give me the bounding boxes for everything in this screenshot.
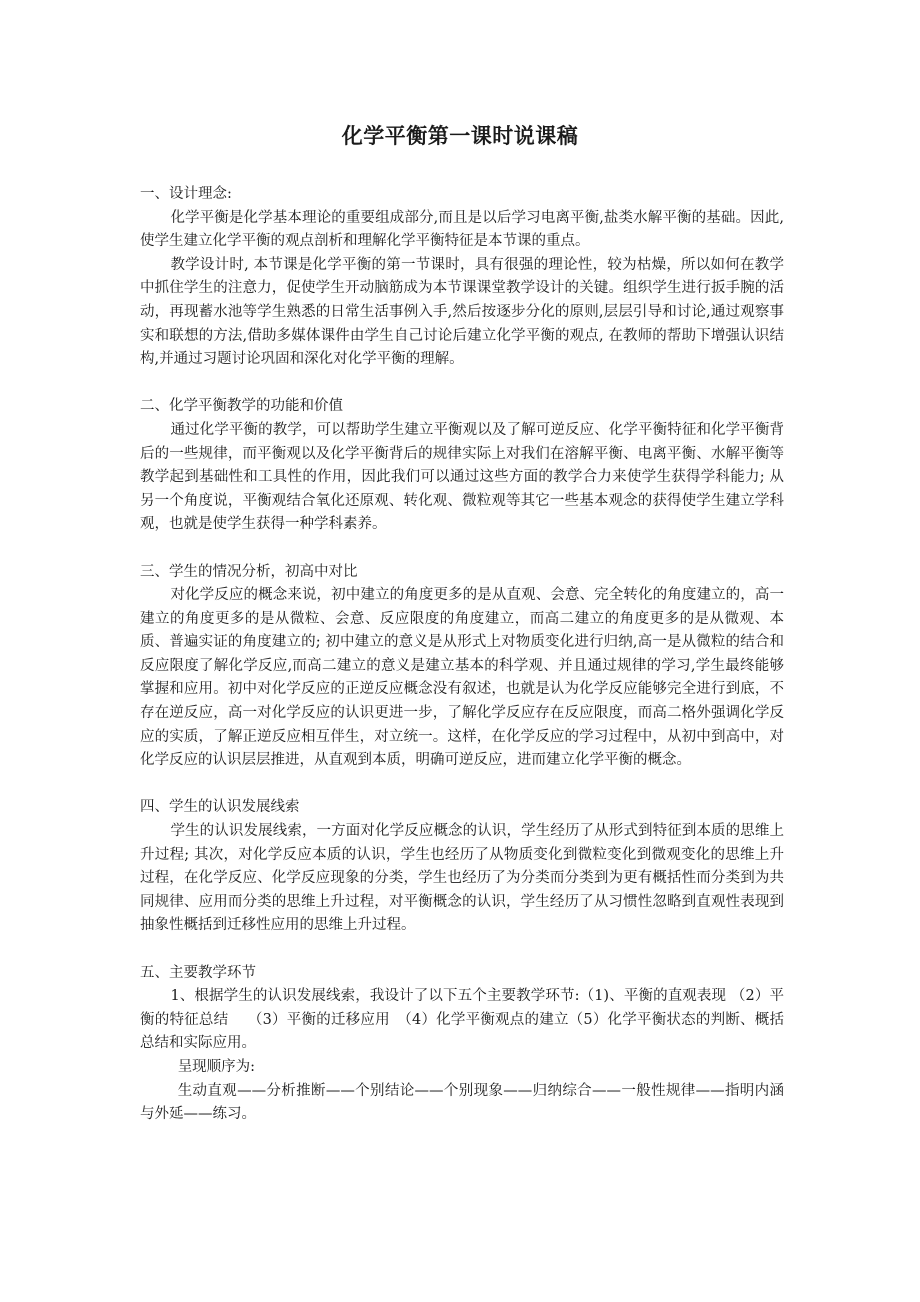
- document-body: [140, 183, 784, 1150]
- section-heading: 二、化学平衡教学的功能和价值: [140, 398, 343, 415]
- section-heading: 四、学生的认识发展线索: [140, 799, 300, 816]
- paragraph: 1、根据学生的认识发展线索，我设计了以下五个主要教学环节:（1)、平衡的直观表现 （2）平衡的特征总结 （3）平衡的迁移应用 （4）化学平衡观点的建立（5）化学平衡状态的判断、概括总结和实际应用。: [140, 988, 784, 1052]
- paragraph: 通过化学平衡的教学，可以帮助学生建立平衡观以及了解可逆反应、化学平衡特征和化学平衡背后的一些规律，而平衡观以及化学平衡背后的规律实际上对我们在溶解平衡、电离平衡、水解平衡等教学起到基础性和工具性的作用，因此我们可以通过这些方面的教学合力来使学生获得学科能力; 从另一个角度说，平衡观结合氧化还原观、转化观、微粒观等其它一些基本观念的获得使学生建立学科观，也就是使学生获得一种学科素养。: [140, 421, 784, 533]
- section-heading: 五、主要教学环节: [140, 964, 256, 981]
- paragraph: 学生的认识发展线索，一方面对化学反应概念的认识，学生经历了从形式到特征到本质的思维上升过程; 其次，对化学反应本质的认识，学生也经历了从物质变化到微粒变化到微观变化的思维上升过程，在化学反应、化学反应现象的分类，学生也经历了为分类而分类到为更有概括性而分类到为共同规律、应用而分类的思维上升过程，对平衡概念的认识，学生经历了从习惯性忽略到直观性表现到抽象性概括到迁移性应用的思维上升过程。: [140, 823, 784, 934]
- section-cognitive-clue: [140, 796, 784, 938]
- paragraph: 对化学反应的概念来说，初中建立的角度更多的是从直观、会意、完全转化的角度建立的，高一建立的角度更多的是从微粒、会意、反应限度的角度建立，而高二建立的角度更多的是从微观、本质、普遍实证的角度建立的; 初中建立的意义是从形式上对物质变化进行归纳,高一是从微粒的结合和反应限度了解化学反应,而高二建立的意义是建立基本的科学观、并且通过规律的学习,学生最终能够掌握和应用。初中对化学反应的正逆反应概念没有叙述，也就是认为化学反应能够完全进行到底，不存在逆反应，高一对化学反应的认识更进一步，了解化学反应存在反应限度，而高二格外强调化学反应的实质，了解正逆反应相互伴生，对立统一。这样，在化学反应的学习过程中，从初中到高中，对化学反应的认识层层推进，从直观到本质，明确可逆反应，进而建立化学平衡的概念。: [140, 587, 784, 769]
- section-student-analysis: [140, 561, 784, 773]
- paragraph: 教学设计时, 本节课是化学平衡的第一节课时，具有很强的理论性，较为枯燥，所以如何在教学中抓住学生的注意力，促使学生开动脑筋成为本节课课堂教学设计的关键。组织学生进行扳手腕的活动，再现蓄水池等学生熟悉的日常生活事例入手,然后按逐步分化的原则,层层引导和讨论,通过观察事实和联想的方法,借助多媒体课件由学生自己讨论后建立化学平衡的观点, 在教师的帮助下增强认识结构,并通过习题讨论巩固和深化对化学平衡的理解。: [140, 256, 784, 368]
- document-title: 化学平衡第一课时说课稿: [341, 124, 579, 148]
- section-design-concept: [140, 183, 784, 372]
- paragraph: 化学平衡是化学基本理论的重要组成部分,而且是以后学习电离平衡,盐类水解平衡的基础。因此,使学生建立化学平衡的观点剖析和理解化学平衡特征是本节课的重点。: [140, 209, 784, 250]
- section-heading: 一、设计理念:: [140, 186, 232, 202]
- paragraph: 呈现顺序为:: [177, 1058, 256, 1075]
- paragraph: 生动直观——分析推断——个别结论——个别现象——归纳综合——一般性规律——指明内涵与外延——练习。: [140, 1082, 784, 1123]
- section-heading: 三、学生的情况分析，初高中对比: [140, 563, 358, 580]
- section-function-value: [140, 395, 784, 537]
- section-teaching-steps: [140, 962, 784, 1127]
